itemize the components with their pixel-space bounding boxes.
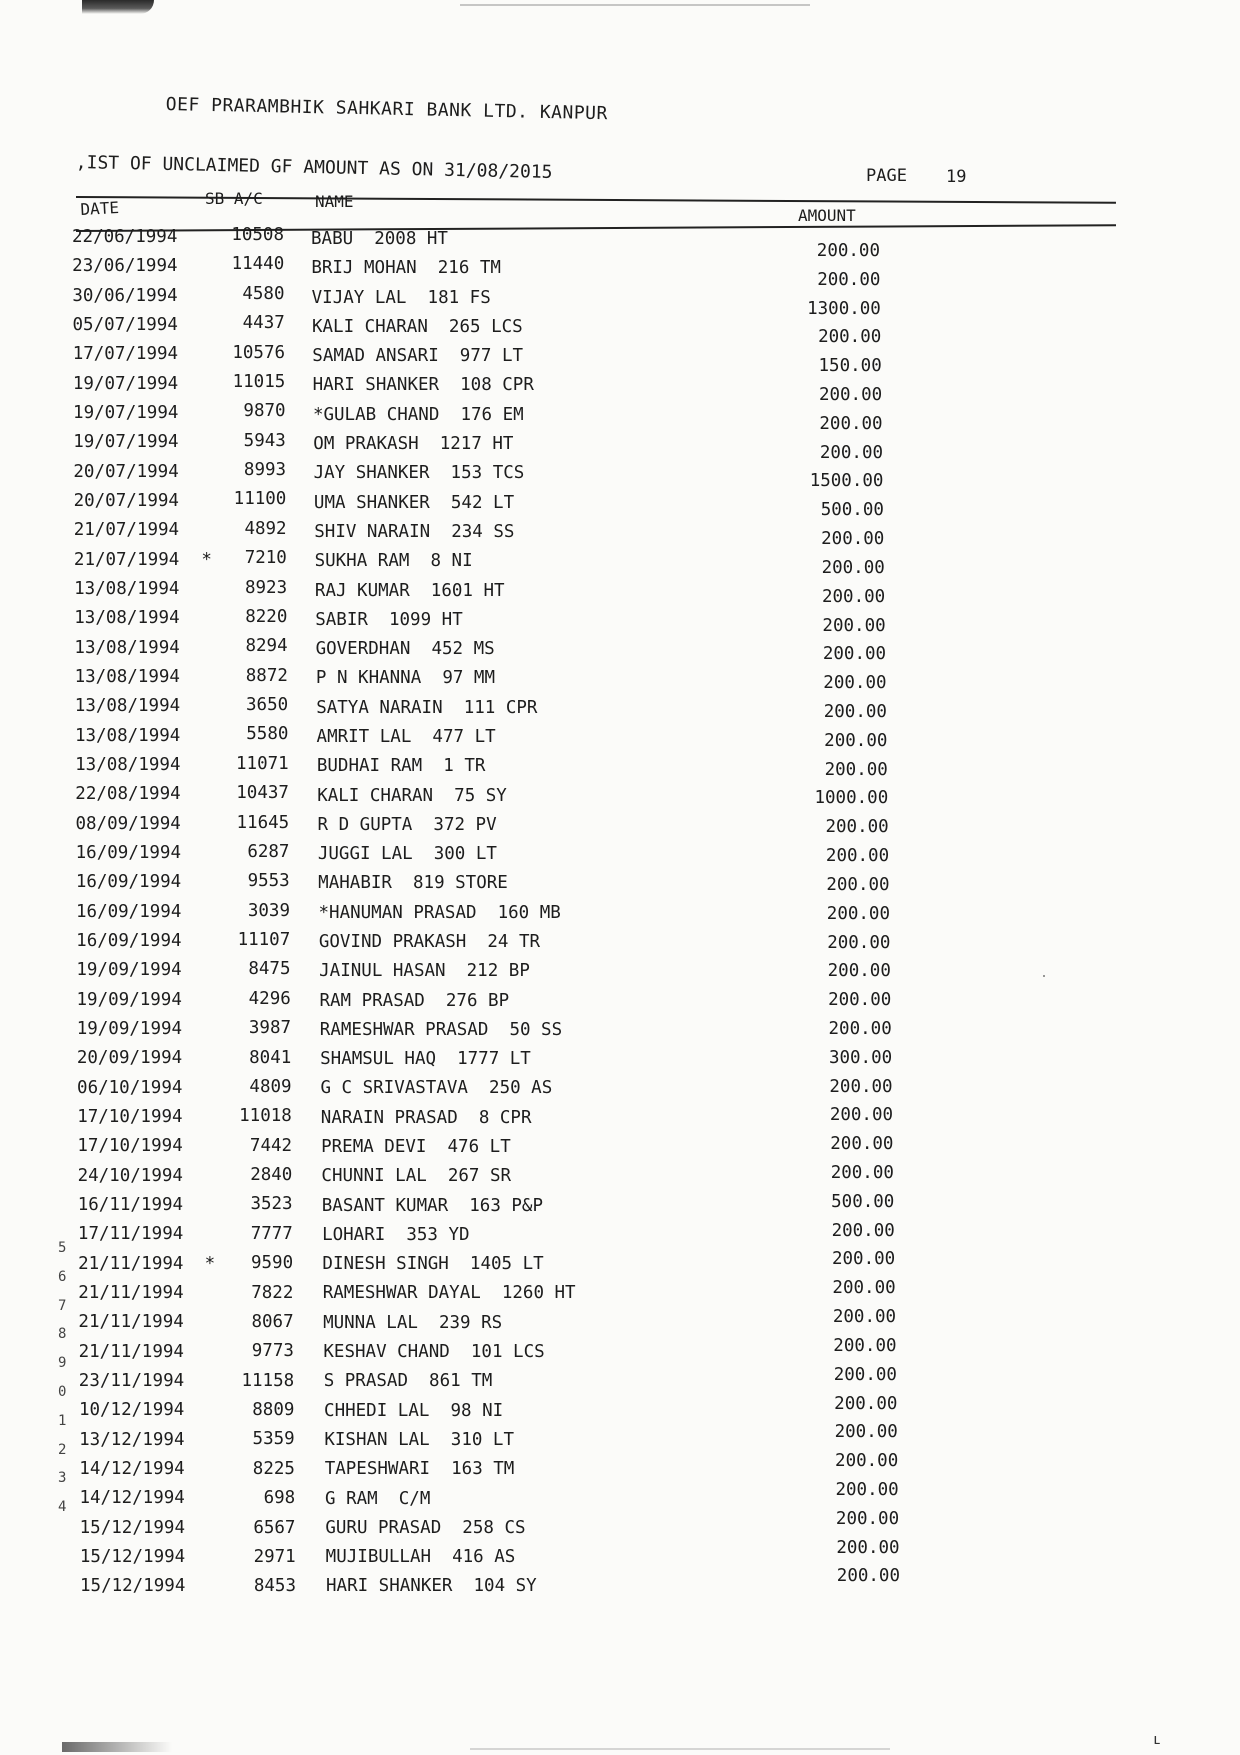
row-date: 13/08/1994 xyxy=(74,608,180,629)
row-date: 21/11/1994 xyxy=(78,1253,184,1274)
column-header-amount: AMOUNT xyxy=(798,206,856,225)
row-amount: 1500.00 xyxy=(809,471,884,492)
table-row xyxy=(0,1506,1240,1538)
row-sb-ac: 5943 xyxy=(243,430,286,451)
row-name: RAJ KUMAR 1601 HT xyxy=(314,580,505,601)
row-name: *GULAB CHAND 176 EM xyxy=(312,404,524,425)
row-sb-ac: 11071 xyxy=(236,753,289,774)
row-sb-ac: 11100 xyxy=(233,489,287,510)
table-row xyxy=(0,899,1240,925)
row-name: JUGGI LAL 300 LT xyxy=(317,844,497,865)
row-date: 22/06/1994 xyxy=(72,227,178,247)
table-row xyxy=(0,430,1240,463)
row-date: 16/09/1994 xyxy=(76,931,182,952)
row-name: LOHARI 353 YD xyxy=(322,1224,470,1245)
table-row xyxy=(0,1072,1240,1098)
row-sb-ac: 8475 xyxy=(248,959,291,980)
row-date: 08/09/1994 xyxy=(75,813,181,834)
row-name: KALI CHARAN 265 LCS xyxy=(311,316,523,337)
row-amount: 200.00 xyxy=(819,413,883,434)
margin-mark: 3 xyxy=(58,1470,67,1487)
row-sb-ac: 8294 xyxy=(245,636,288,657)
row-date: 22/08/1994 xyxy=(75,784,181,805)
row-amount: 200.00 xyxy=(827,932,891,953)
row-date: 13/08/1994 xyxy=(74,637,180,658)
margin-mark: 5 xyxy=(58,1240,67,1256)
margin-mark: 7 xyxy=(58,1297,67,1314)
row-name: TAPESHWARI 163 TM xyxy=(324,1459,515,1480)
table-row xyxy=(0,841,1240,867)
margin-marks xyxy=(58,1240,72,1600)
row-date: 30/06/1994 xyxy=(72,285,178,306)
row-amount: 200.00 xyxy=(824,759,888,780)
row-name: NARAIN PRASAD 8 CPR xyxy=(320,1107,532,1128)
margin-mark: 2 xyxy=(58,1441,67,1458)
row-sb-ac: 5580 xyxy=(246,724,289,745)
row-name: JAINUL HASAN 212 BP xyxy=(319,961,530,982)
page-number: 19 xyxy=(946,167,967,187)
row-sb-ac: 7822 xyxy=(251,1282,294,1303)
row-date: 13/08/1994 xyxy=(74,725,181,746)
table-row xyxy=(0,1390,1240,1421)
row-date: 14/12/1994 xyxy=(79,1459,185,1480)
row-amount: 200.00 xyxy=(836,1566,900,1587)
row-sb-ac: 2971 xyxy=(253,1547,296,1568)
table-row xyxy=(0,489,1240,521)
table-row xyxy=(0,1332,1240,1363)
table-row xyxy=(0,696,1240,722)
row-name: MUJIBULLAH 416 AS xyxy=(325,1547,516,1568)
row-sb-ac: 3039 xyxy=(247,900,290,921)
column-header-sb-ac: SB A/C xyxy=(205,189,263,208)
row-date: 19/07/1994 xyxy=(72,373,179,394)
table-row xyxy=(0,1043,1240,1069)
row-flag: * xyxy=(204,1253,216,1274)
table-row xyxy=(0,1101,1240,1127)
table-row xyxy=(0,254,1240,290)
table-row xyxy=(0,928,1240,954)
row-sb-ac: 4580 xyxy=(242,283,285,304)
row-date: 21/07/1994 xyxy=(73,549,180,570)
row-date: 13/12/1994 xyxy=(79,1429,185,1450)
row-sb-ac: 8041 xyxy=(249,1047,292,1068)
row-name: JAY SHANKER 153 TCS xyxy=(313,463,525,484)
row-name: UMA SHANKER 542 LT xyxy=(313,492,515,513)
margin-mark: 6 xyxy=(58,1268,67,1285)
row-date: 19/07/1994 xyxy=(73,432,179,453)
margin-mark: 8 xyxy=(58,1326,67,1343)
row-name: AMRIT LAL 477 LT xyxy=(316,726,496,747)
row-amount: 200.00 xyxy=(830,1163,894,1183)
row-amount: 1000.00 xyxy=(814,788,889,809)
row-name: MUNNA LAL 239 RS xyxy=(323,1312,503,1333)
row-sb-ac: 8872 xyxy=(245,665,288,686)
margin-mark: 9 xyxy=(58,1355,67,1372)
row-amount: 200.00 xyxy=(829,1105,894,1126)
row-sb-ac: 11440 xyxy=(231,254,285,275)
row-amount: 200.00 xyxy=(828,1018,892,1039)
margin-mark: 1 xyxy=(58,1412,67,1429)
row-date: 24/10/1994 xyxy=(77,1165,183,1186)
row-date: 14/12/1994 xyxy=(79,1488,185,1509)
row-name: G RAM C/M xyxy=(325,1488,431,1509)
row-sb-ac: 8453 xyxy=(253,1576,296,1597)
table-row xyxy=(0,1361,1240,1392)
row-sb-ac: 11015 xyxy=(232,371,286,392)
row-date: 23/11/1994 xyxy=(78,1371,185,1392)
row-amount: 200.00 xyxy=(828,990,892,1011)
row-name: MAHABIR 819 STORE xyxy=(318,873,508,894)
row-sb-ac: 7442 xyxy=(249,1135,293,1156)
table-row xyxy=(0,371,1240,406)
table-row xyxy=(0,1274,1240,1304)
row-amount: 200.00 xyxy=(825,846,890,867)
row-sb-ac: 3650 xyxy=(246,695,289,716)
table-row xyxy=(0,783,1240,809)
table-row xyxy=(0,460,1240,492)
row-sb-ac: 7210 xyxy=(244,548,287,569)
row-name: SUKHA RAM 8 NI xyxy=(314,551,473,572)
row-amount: 200.00 xyxy=(835,1479,899,1500)
list-title: ,IST OF UNCLAIMED GF AMOUNT AS ON 31/08/2015 xyxy=(75,152,553,183)
row-name: KALI CHARAN 75 SY xyxy=(317,785,507,806)
row-sb-ac: 8220 xyxy=(245,606,288,627)
row-amount: 500.00 xyxy=(831,1191,895,1212)
table-row xyxy=(0,1130,1240,1156)
row-amount: 300.00 xyxy=(828,1047,893,1068)
table-row xyxy=(0,606,1240,636)
row-name: CHHEDI LAL 98 NI xyxy=(324,1400,504,1421)
row-amount: 200.00 xyxy=(827,961,891,982)
row-amount: 200.00 xyxy=(831,1220,895,1241)
row-name: P N KHANNA 97 MM xyxy=(315,668,496,689)
row-name: HARI SHANKER 104 SY xyxy=(326,1576,537,1597)
margin-mark: 4 xyxy=(58,1499,67,1516)
table-row xyxy=(0,1563,1240,1597)
table-row xyxy=(0,1303,1240,1333)
row-sb-ac: 8809 xyxy=(252,1400,295,1421)
row-date: 15/12/1994 xyxy=(80,1576,186,1597)
row-sb-ac: 3987 xyxy=(248,1018,292,1039)
row-date: 06/10/1994 xyxy=(77,1077,183,1098)
row-name: RAMESHWAR DAYAL 1260 HT xyxy=(322,1283,576,1304)
row-amount: 200.00 xyxy=(833,1335,897,1356)
row-sb-ac: 9773 xyxy=(251,1341,294,1362)
table-row xyxy=(0,1419,1240,1450)
table-row xyxy=(0,1246,1240,1275)
row-amount: 1300.00 xyxy=(807,298,881,319)
row-sb-ac: 10576 xyxy=(232,342,286,363)
row-date: 13/08/1994 xyxy=(74,696,181,717)
row-sb-ac: 698 xyxy=(263,1488,296,1509)
row-name: BASANT KUMAR 163 P&P xyxy=(321,1195,544,1216)
row-sb-ac: 8993 xyxy=(243,460,287,481)
row-sb-ac: 6567 xyxy=(253,1517,296,1538)
row-amount: 200.00 xyxy=(832,1278,896,1299)
row-amount: 200.00 xyxy=(835,1508,900,1529)
row-sb-ac: 4809 xyxy=(249,1076,292,1097)
row-date: 17/11/1994 xyxy=(77,1224,184,1245)
row-date: 16/09/1994 xyxy=(75,843,181,864)
table-row xyxy=(0,283,1240,319)
row-name: GOVIND PRAKASH 24 TR xyxy=(318,931,541,952)
row-date: 17/10/1994 xyxy=(77,1107,183,1128)
row-name: BRIJ MOHAN 216 TM xyxy=(311,258,501,279)
row-sb-ac: 3523 xyxy=(250,1194,293,1215)
row-name: *HANUMAN PRASAD 160 MB xyxy=(318,902,561,923)
row-date: 16/09/1994 xyxy=(76,901,182,922)
row-amount: 200.00 xyxy=(821,586,886,607)
row-sb-ac: 8225 xyxy=(252,1458,295,1479)
table-row xyxy=(0,812,1240,838)
table-row xyxy=(0,313,1240,348)
row-sb-ac: 5359 xyxy=(252,1429,295,1450)
row-name: OM PRAKASH 1217 HT xyxy=(313,434,514,455)
row-name: KISHAN LAL 310 LT xyxy=(324,1429,515,1450)
row-date: 20/07/1994 xyxy=(73,461,179,482)
table-row xyxy=(0,1217,1240,1243)
row-date: 17/10/1994 xyxy=(77,1136,183,1157)
row-sb-ac: 9553 xyxy=(247,871,290,892)
row-amount: 200.00 xyxy=(823,701,887,722)
table-row xyxy=(0,225,1240,261)
row-amount: 200.00 xyxy=(822,644,887,665)
row-date: 19/09/1994 xyxy=(76,960,182,981)
row-amount: 200.00 xyxy=(833,1364,897,1385)
row-date: 13/08/1994 xyxy=(74,579,180,600)
row-date: 19/09/1994 xyxy=(76,989,182,1010)
row-sb-ac: 6287 xyxy=(247,841,290,862)
row-sb-ac: 4892 xyxy=(244,518,287,539)
row-amount: 200.00 xyxy=(826,874,890,895)
table-row xyxy=(0,985,1240,1011)
row-name: SHAMSUL HAQ 1777 LT xyxy=(320,1049,531,1070)
table-row xyxy=(0,870,1240,896)
row-amount: 200.00 xyxy=(823,673,887,694)
row-date: 21/11/1994 xyxy=(78,1312,184,1333)
row-date: 20/09/1994 xyxy=(76,1048,183,1069)
row-date: 05/07/1994 xyxy=(72,315,178,335)
row-sb-ac: 11158 xyxy=(241,1370,295,1391)
row-date: 10/12/1994 xyxy=(78,1400,185,1421)
table-row xyxy=(0,548,1240,578)
row-name: PREMA DEVI 476 LT xyxy=(321,1137,511,1158)
row-sb-ac: 4296 xyxy=(248,988,291,1009)
margin-mark: 0 xyxy=(58,1384,67,1400)
table-row xyxy=(0,725,1240,751)
row-sb-ac: 4437 xyxy=(242,313,285,334)
row-amount: 200.00 xyxy=(817,269,881,290)
row-date: 20/07/1994 xyxy=(73,491,179,512)
row-name: DINESH SINGH 1405 LT xyxy=(322,1254,544,1275)
row-date: 17/07/1994 xyxy=(72,344,179,365)
row-amount: 200.00 xyxy=(821,529,885,550)
row-amount: 200.00 xyxy=(835,1451,899,1472)
row-amount: 200.00 xyxy=(829,1076,893,1097)
row-name: CHUNNI LAL 267 SR xyxy=(321,1166,512,1187)
row-date: 21/11/1994 xyxy=(78,1283,184,1304)
row-name: GURU PRASAD 258 CS xyxy=(325,1517,526,1538)
row-name: GOVERDHAN 452 MS xyxy=(315,639,495,660)
row-amount: 500.00 xyxy=(820,500,884,521)
table-row xyxy=(0,342,1240,377)
row-date: 15/12/1994 xyxy=(79,1517,185,1538)
row-amount: 150.00 xyxy=(818,356,882,377)
page-label: PAGE xyxy=(866,166,907,186)
row-name: R D GUPTA 372 PV xyxy=(317,814,497,835)
row-date: 16/11/1994 xyxy=(77,1195,184,1216)
table-row xyxy=(0,957,1240,983)
row-amount: 200.00 xyxy=(824,730,888,751)
table-row xyxy=(0,518,1240,550)
row-date: 21/07/1994 xyxy=(73,520,180,541)
row-name: SHIV NARAIN 234 SS xyxy=(314,521,515,542)
table-row xyxy=(0,665,1240,694)
row-amount: 200.00 xyxy=(826,903,890,924)
row-sb-ac: 11018 xyxy=(239,1106,292,1127)
row-sb-ac: 8067 xyxy=(251,1311,294,1332)
row-amount: 200.00 xyxy=(825,817,889,838)
row-date: 21/11/1994 xyxy=(78,1341,184,1362)
row-name: G C SRIVASTAVA 250 AS xyxy=(320,1078,553,1099)
row-sb-ac: 8923 xyxy=(244,577,288,598)
row-name: HARI SHANKER 108 CPR xyxy=(312,375,534,396)
column-header-date: DATE xyxy=(80,197,120,219)
table-row xyxy=(0,401,1240,434)
row-date: 23/06/1994 xyxy=(72,256,178,277)
row-name: BABU 2008 HT xyxy=(311,229,448,249)
row-date: 13/08/1994 xyxy=(75,755,181,776)
row-amount: 200.00 xyxy=(832,1307,897,1328)
table-row xyxy=(0,1014,1240,1040)
table-row xyxy=(0,1535,1240,1568)
row-amount: 200.00 xyxy=(821,557,885,578)
row-name: SABIR 1099 HT xyxy=(315,609,463,630)
row-date: 13/08/1994 xyxy=(74,667,180,688)
row-amount: 200.00 xyxy=(818,327,882,348)
row-name: SAMAD ANSARI 977 LT xyxy=(312,346,524,367)
scan-stray-mark: ʟ xyxy=(1153,1732,1162,1748)
row-name: BUDHAI RAM 1 TR xyxy=(316,756,486,777)
table-row xyxy=(0,577,1240,607)
row-name: RAMESHWAR PRASAD 50 SS xyxy=(319,1019,563,1040)
row-amount: 200.00 xyxy=(834,1422,898,1443)
row-amount: 200.00 xyxy=(816,241,880,261)
row-amount: 200.00 xyxy=(836,1537,900,1558)
row-sb-ac: 9870 xyxy=(243,401,286,422)
row-amount: 200.00 xyxy=(822,615,886,636)
row-sb-ac: 10437 xyxy=(236,783,289,804)
row-date: 16/09/1994 xyxy=(75,872,182,893)
table-row xyxy=(0,754,1240,780)
row-amount: 200.00 xyxy=(818,385,883,406)
row-name: VIJAY LAL 181 FS xyxy=(311,287,491,308)
row-date: 19/07/1994 xyxy=(73,403,179,423)
table-row xyxy=(0,636,1240,665)
row-date: 15/12/1994 xyxy=(79,1547,186,1568)
row-amount: 200.00 xyxy=(831,1249,896,1270)
table-row xyxy=(0,1477,1240,1509)
table-row xyxy=(0,1448,1240,1480)
row-name: SATYA NARAIN 111 CPR xyxy=(316,697,538,718)
row-sb-ac: 10508 xyxy=(231,225,284,245)
row-flag: * xyxy=(201,549,212,570)
row-name: S PRASAD 861 TM xyxy=(323,1371,493,1392)
row-sb-ac: 2840 xyxy=(250,1165,293,1186)
table-row xyxy=(0,1159,1240,1185)
row-name: KESHAV CHAND 101 LCS xyxy=(323,1342,545,1363)
row-sb-ac: 11645 xyxy=(236,812,290,833)
row-amount: 200.00 xyxy=(834,1393,898,1414)
row-date: 19/09/1994 xyxy=(76,1019,183,1040)
row-sb-ac: 9590 xyxy=(250,1253,294,1274)
row-amount: 200.00 xyxy=(819,442,884,463)
row-amount: 200.00 xyxy=(830,1134,894,1155)
bank-title: OEF PRARAMBHIK SAHKARI BANK LTD. KANPUR xyxy=(165,94,609,125)
column-header-name: NAME xyxy=(315,192,354,211)
row-sb-ac: 11107 xyxy=(237,930,291,951)
row-name: RAM PRASAD 276 BP xyxy=(319,990,510,1011)
row-sb-ac: 7777 xyxy=(250,1223,293,1244)
table-row xyxy=(0,1188,1240,1214)
